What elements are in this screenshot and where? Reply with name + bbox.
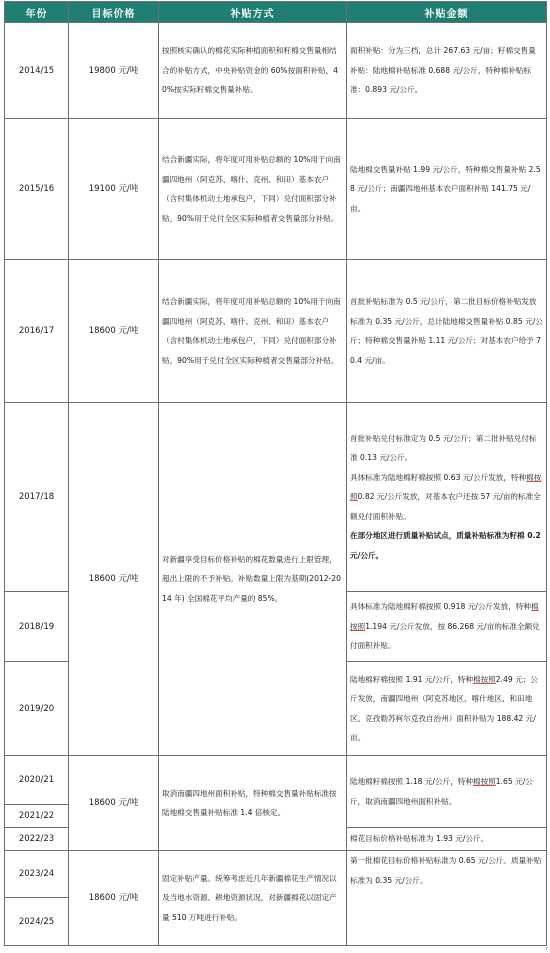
year-cell: 2022/23 — [5, 828, 69, 851]
amount-cell: 首批补贴标准为 0.5 元/公斤，第二批目标价格补贴发放标准为 0.35 元/公斤，总计陆地棉交售量补贴 0.85 元/公斤；特种棉交售量补贴 1.11 元/公斤；对基本农户给予 70.4 元/亩。 — [347, 260, 547, 403]
amount-text: 陆地棉籽棉按照 1.91 元/公斤，特种 — [350, 674, 474, 684]
amount-text-underlined: 棉按照 — [350, 602, 539, 631]
amount-text: 1.65 元/公斤，取消南疆四地州面积补贴。 — [350, 777, 533, 806]
amount-cell: 陆地棉交售量补贴 1.99 元/公斤，特种棉交售量补贴 2.58 元/公斤；南疆四地州基本农户面积补贴 141.75 元/亩。 — [347, 119, 547, 260]
price-cell: 18600 元/吨 — [69, 756, 159, 851]
table-row — [5, 756, 547, 805]
amount-text: 0.82 元/公斤发放，对基本农户还按 57 元/亩的标准全额兑付面积补贴。 — [350, 492, 541, 521]
year-cell: 2014/15 — [5, 23, 69, 119]
method-cell: 固定补贴产量。统筹考虑近几年新疆棉花生产情况以及当地水资源、耕地资源状况，对新疆棉花以固定产量 510 万吨进行补贴。 — [159, 851, 347, 946]
year-cell: 2024/25 — [5, 898, 69, 946]
amount-text: 具体标准为陆地棉籽棉按照 0.918 元/公斤发放，特种 — [350, 602, 531, 612]
amount-text: 首批补贴兑付标准定为 0.5 元/公斤；第二批补贴兑付标准 0.13 元/公斤。 — [350, 433, 537, 463]
year-cell: 2018/19 — [5, 592, 69, 662]
table-row — [5, 851, 547, 898]
year-cell: 2019/20 — [5, 662, 69, 756]
header-method: 补贴方式 — [159, 2, 347, 23]
method-cell: 对新疆享受目标价格补贴的棉花数量进行上限管理，超出上限的不予补贴。补贴数量上限为基期(2012-2014 年) 全国棉花平均产量的 85%。 — [159, 403, 347, 756]
year-cell: 2017/18 — [5, 403, 69, 592]
amount-cell: 棉花目标价格补贴标准为 1.93 元/公斤。 — [347, 828, 547, 851]
table-row — [5, 119, 547, 260]
year-cell: 2015/16 — [5, 119, 69, 260]
price-cell: 18600 元/吨 — [69, 403, 159, 756]
amount-text: 具体标准为陆地棉籽棉按照 0.63 元/公斤发放，特种 — [350, 472, 527, 482]
amount-cell — [347, 403, 547, 592]
year-cell: 2021/22 — [5, 805, 69, 828]
amount-text: 陆地棉籽棉按照 1.18 元/公斤，特种 — [350, 777, 474, 786]
amount-cell — [347, 592, 547, 662]
amount-cell: 第一批棉花目标价格补贴标准为 0.65 元/公斤。质量补贴标准为 0.35 元/公斤。 — [347, 851, 547, 946]
table-row — [5, 23, 547, 119]
price-cell: 18600 元/吨 — [69, 260, 159, 403]
amount-cell — [347, 662, 547, 756]
amount-cell: 面积补贴：分为三档，总计 267.63 元/亩；籽棉交售量补贴：陆地棉补贴标准 0.688 元/公斤，特种棉补贴标准：0.893 元/公斤。 — [347, 23, 547, 119]
price-cell: 18600 元/吨 — [69, 851, 159, 946]
method-cell: 结合新疆实际，将年度可用补贴总额的 10%用于向南疆四地州（阿克苏、喀什、克州、和田）基本农户（含村集体机动土地承包户，下同）兑付面积部分补贴，90%用于兑付全区实际种植者交售量部分补贴。 — [159, 119, 347, 260]
header-amount: 补贴金额 — [347, 2, 547, 23]
method-cell: 取消南疆四地州面积补贴，特种棉交售量补贴标准按陆地棉交售量补贴标准 1.4 倍核定。 — [159, 756, 347, 851]
amount-cell — [347, 756, 547, 828]
price-cell: 19800 元/吨 — [69, 23, 159, 119]
header-row — [5, 2, 547, 23]
amount-text-underlined: 棉按照 — [473, 674, 496, 684]
method-cell: 结合新疆实际，将年度可用补贴总额的 10%用于向南疆四地州（阿克苏、喀什、克州、和田）基本农户（含村集体机动土地承包户，下同）兑付面积部分补贴，90%用于兑付全区实际种植者交售量部分补贴。 — [159, 260, 347, 403]
amount-text: 1.194 元/公斤发放，按 86.268 元/亩的标准全额兑付面积补贴。 — [350, 621, 540, 651]
cotton-subsidy-table — [4, 1, 547, 946]
year-cell: 2020/21 — [5, 756, 69, 805]
table-row — [5, 403, 547, 592]
amount-text-underlined: 棉按照 — [473, 777, 496, 786]
amount-text-underlined: 棉按照 — [350, 472, 542, 502]
method-cell: 按照核实确认的棉花实际种植面积和籽棉交售量相结合的补贴方式，中央补贴资金的 60%按面积补贴，40%按实际籽棉交售量补贴。 — [159, 23, 347, 119]
year-cell: 2016/17 — [5, 260, 69, 403]
year-cell: 2023/24 — [5, 851, 69, 898]
quality-subsidy-note: 在部分地区进行质量补贴试点，质量补贴标准为籽棉 0.2 元/公斤。 — [350, 531, 541, 560]
price-cell: 19100 元/吨 — [69, 119, 159, 260]
header-year: 年份 — [5, 2, 69, 23]
header-price: 目标价格 — [69, 2, 159, 23]
amount-text: 2.49 元；公斤发放，南疆四地州（阿克苏地区、喀什地区、和田地区、克孜勒苏柯尔克孜自治州）面积补贴为 188.42 元/亩。 — [350, 674, 538, 742]
table-row — [5, 260, 547, 403]
corner-mark: r — [546, 946, 549, 952]
